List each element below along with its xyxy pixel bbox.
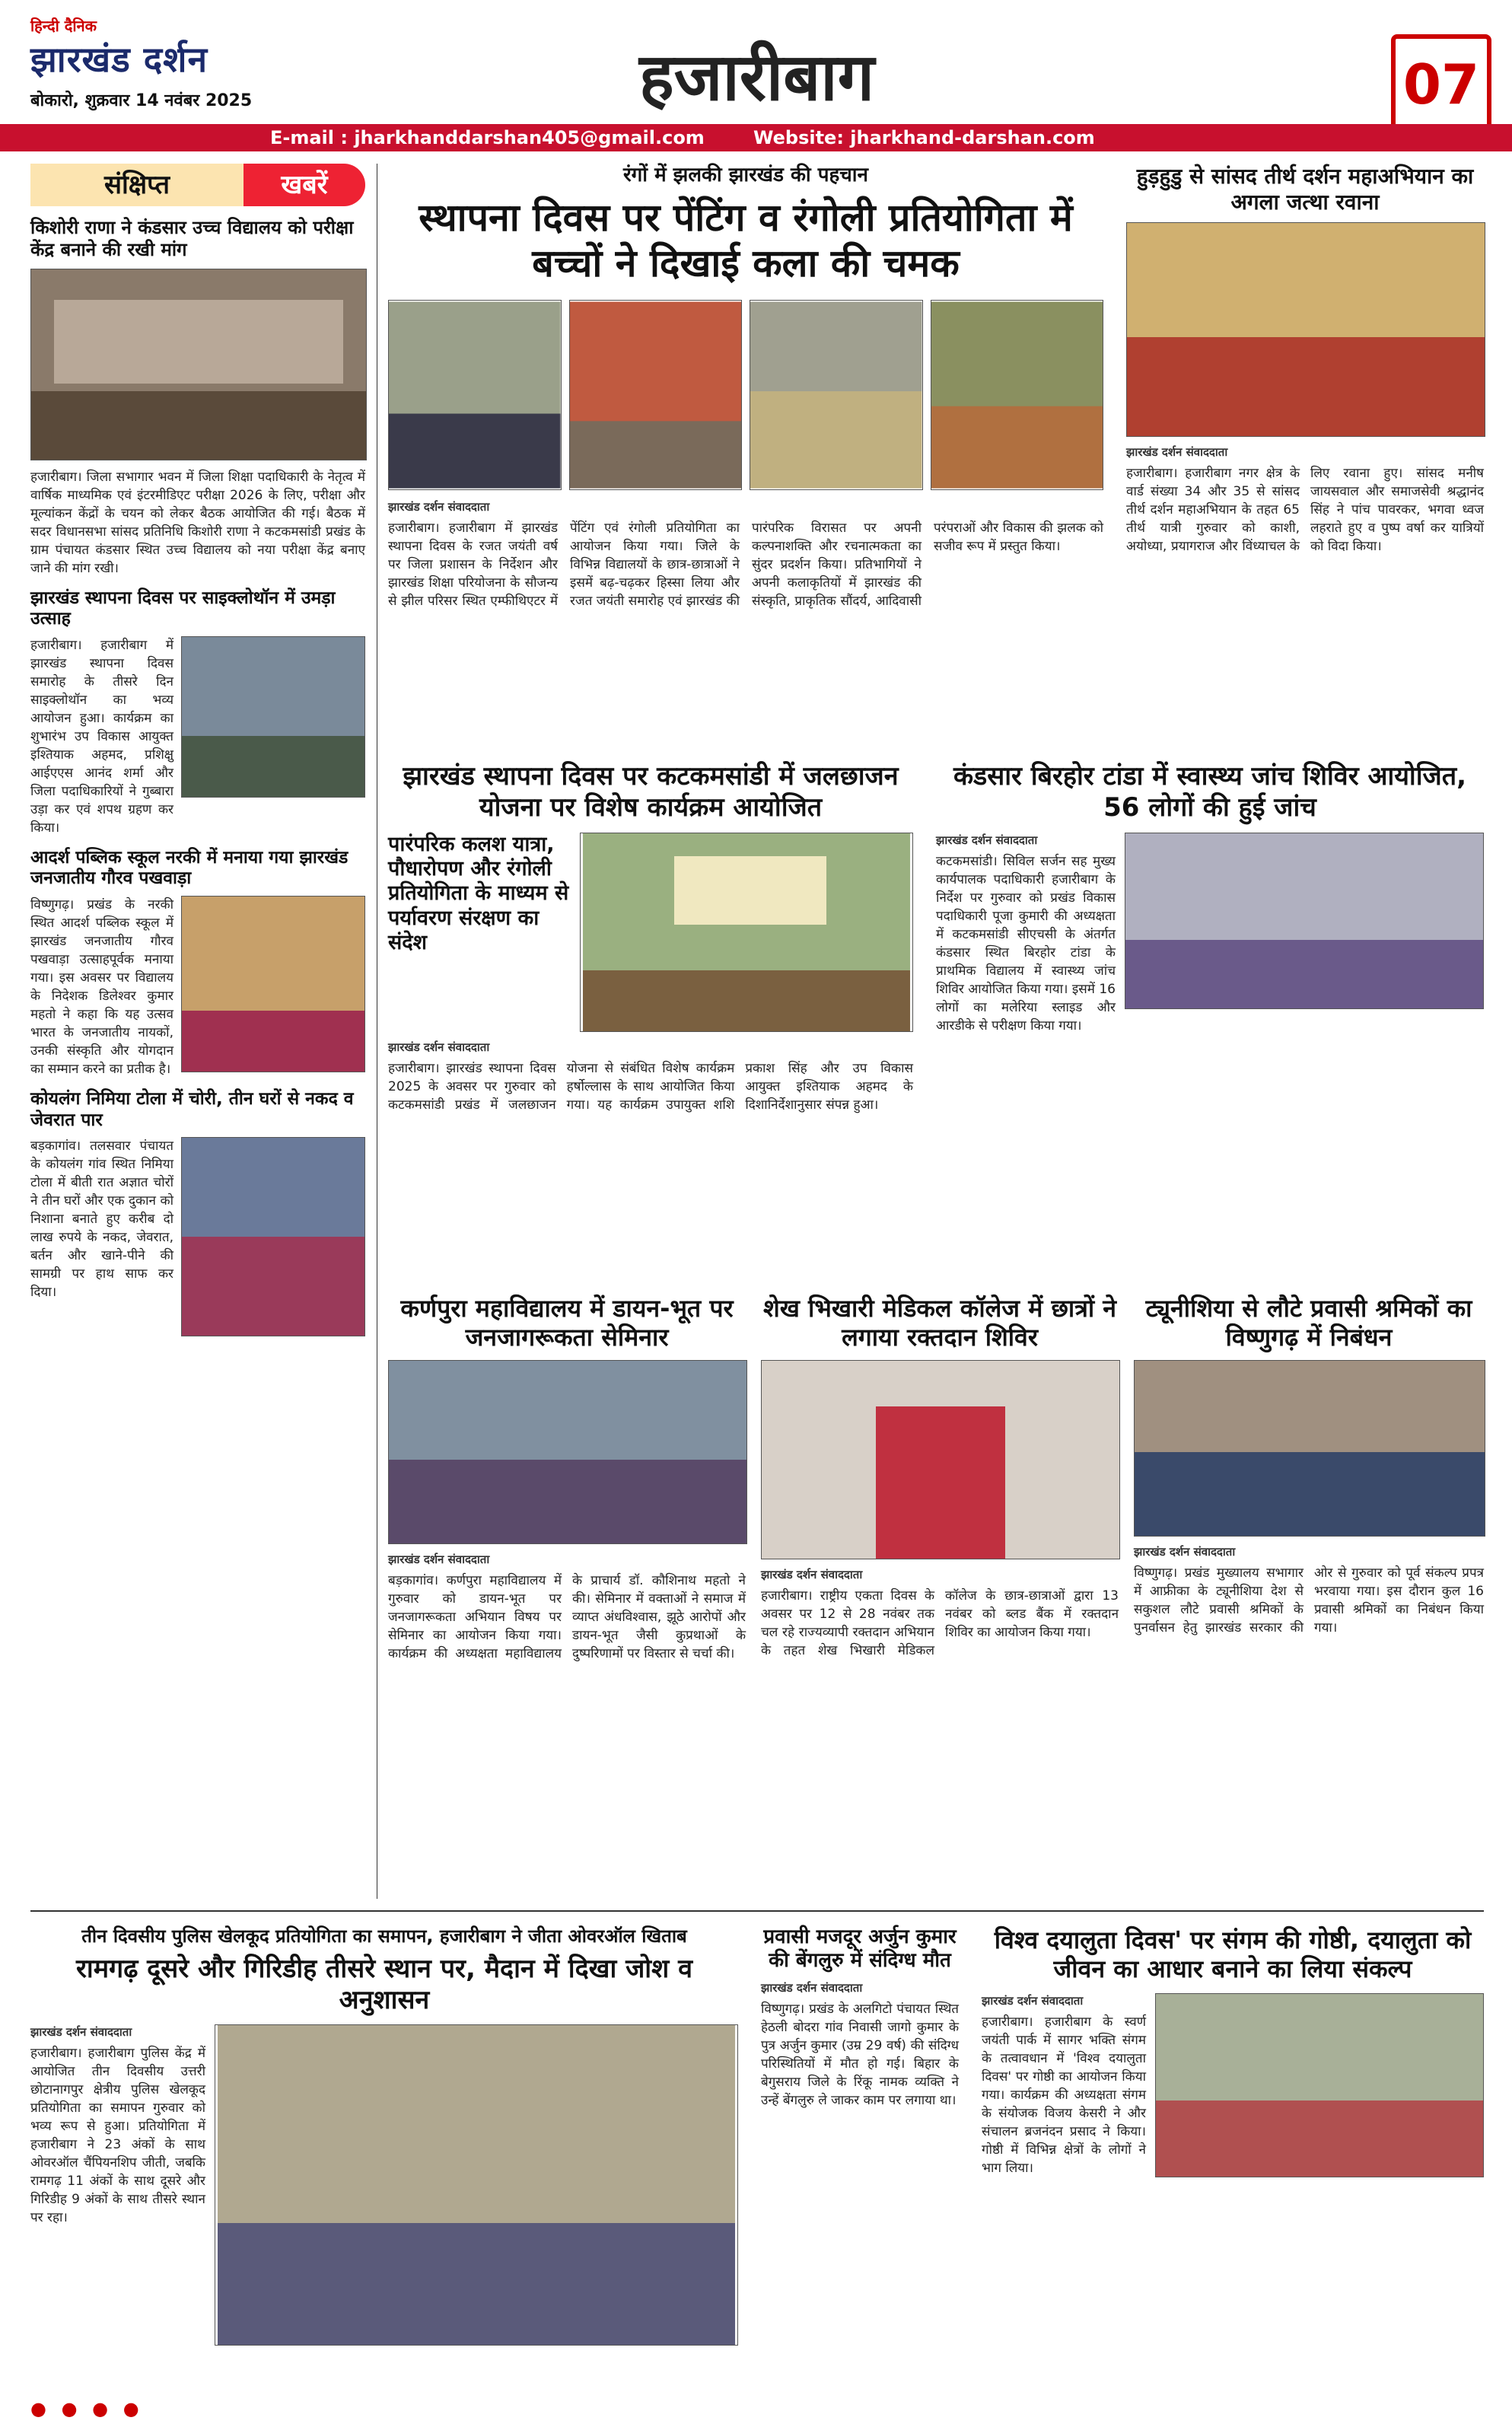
- masthead: [30, 15, 1484, 129]
- police-byline: झारखंड दर्शन संवाददाता: [30, 2025, 132, 2040]
- brief-photo: [30, 269, 367, 460]
- birhor-byline: झारखंड दर्शन संवाददाता: [936, 833, 1038, 847]
- mp-byline: झारखंड दर्शन संवाददाता: [1126, 445, 1228, 460]
- kindness-byline: झारखंड दर्शन संवाददाता: [982, 1993, 1084, 2008]
- paper-brand: झारखंड दर्शन: [30, 39, 208, 80]
- lead-body: हजारीबाग। हजारीबाग में झारखंड स्थापना दिवस के रजत जयंती वर्ष पर जिला प्रशासन के निर्देशन और झारखंड शिक्षा परियोजना के सौजन्य से झील परिसर स्थित एम्फीथिएटर में पेंटिंग एवं रंगोली प्रतियोगिता का आयोजन किया गया। जिले के विभिन्न विद्यालयों के छात्र-छात्राओं ने इसमें बढ़-चढ़कर हिस्सा लिया और रजत जयंती समारोह एवं झारखंड की पारंपरिक विरासत पर अपनी कल्पनाशक्ति और रचनात्मकता का सुंदर प्रदर्शन किया। प्रतिभागियों ने अपनी कलाकृतियों में झारखंड की संस्कृति, प्राकृतिक सौंदर्य, आदिवासी परंपराओं और विकास की झलक को सजीव रूप में प्रस्तुत किया।: [388, 521, 1103, 610]
- migrant-story: [761, 1925, 959, 2110]
- lead-photo: [750, 300, 923, 490]
- blood-byline: झारखंड दर्शन संवाददाता: [761, 1567, 863, 1581]
- contact-bar: [0, 124, 1512, 151]
- brief-headline: आदर्श पब्लिक स्कूल नरकी में मनाया गया झारखंड जनजातीय गौरव पखवाड़ा: [30, 847, 349, 889]
- birhor-story: [936, 761, 1484, 1035]
- mp-body: हजारीबाग। हजारीबाग नगर क्षेत्र के वार्ड संख्या 34 और 35 से सांसद तीर्थ दर्शन महाअभियान के तहत 65 तीर्थ यात्री गुरुवार को काशी, अयोध्या, प्रयागराज और विंध्याचल के लिए रवाना हुए। सांसद मनीष जायसवाल और समाजसेवी श्रद्धानंद सिंह ने पांच पावरकर, भगवा ध्वज लहराते हुए व पुष्प वर्षा कर यात्रियों को विदा किया।: [1126, 466, 1484, 555]
- tunisia-photo: [1134, 1360, 1485, 1537]
- tunisia-body: विष्णुगढ़। प्रखंड मुख्यालय सभागार में आफ्रीका के ट्यूनीशिया देश से सकुशल लौटे प्रवासी श्रमिकों के पुनर्वासन हेतु झारखंड सरकार की ओर से गुरुवार को पूर्व संकल्प प्रपत्र भरवाया गया। इस दौरान कुल 16 प्रवासी श्रमिकों का निबंधन किया गया।: [1134, 1565, 1484, 1636]
- kindness-headline: विश्व दयालुता दिवस' पर संगम की गोष्ठी, दयालुता को जीवन का आधार बनाने का लिया संकल्प: [994, 1925, 1472, 1984]
- edition-city: हजारीबाग: [639, 39, 874, 116]
- tunisia-story: [1134, 1294, 1484, 1637]
- katkamsandi-photo: [580, 833, 913, 1032]
- police-body: हजारीबाग। हजारीबाग पुलिस केंद्र में आयोजित तीन दिवसीय उत्तरी छोटानागपुर क्षेत्रीय पुलिस खेलकूद प्रतियोगिता का समापन गुरुवार को भव्य रूप से हुआ। प्रतियोगिता में हजारीबाग ने 23 अंकों के साथ ओवरऑल चैंपियनशिप जीती, जबकि रामगढ़ 11 अंकों के साथ दूसरे और गिरिडीह 9 अंकों के साथ तीसरे स्थान पर रहा।: [30, 2046, 205, 2226]
- briefs-label: [30, 164, 365, 206]
- paper-tagline: हिन्दी दैनिक: [30, 17, 97, 35]
- briefs-label-2: खबरें: [244, 164, 365, 206]
- page-number: 07: [1391, 34, 1491, 135]
- briefs-label-1: संक्षिप्त: [30, 164, 244, 206]
- migrant-headline: प्रवासी मजदूर अर्जुन कुमार की बेंगलुरु में संदिग्ध मौत: [763, 1925, 957, 1973]
- migrant-body: विष्णुगढ़। प्रखंड के अलगिटो पंचायत स्थित हेठली बोदरा गांव निवासी जागो कुमार के पुत्र अर्जुन कुमार (उम्र 29 वर्ष) की संदिग्ध परिस्थितियों में मौत हो गई। बिहार के बेगुसराय जिले के रिंकू नामक व्यक्ति ने उन्हें बेंगलुरु ले जाकर काम पर लगाया था।: [761, 2002, 959, 2109]
- briefs-column: [30, 164, 365, 1341]
- brief-photo: [181, 896, 365, 1072]
- brief-body: हजारीबाग। जिला सभागार भवन में जिला शिक्षा पदाधिकारी के नेतृत्व में वार्षिक माध्यमिक एवं इंटरमीडिएट परीक्षा 2026 के लिए, परीक्षा और मूल्यांकन केंद्रों के चयन को लेकर बैठक आयोजित की गई। बैठक में सदर विधानसभा सांसद प्रतिनिधि किशोरी राणा ने कटकमसांडी प्रखंड के ग्राम पंचायत कंडसार स्थित उच्च विद्यालय को नया परीक्षा केंद्र बनाए जाने की मांग रखी।: [30, 469, 365, 576]
- brief-headline: झारखंड स्थापना दिवस पर साइक्लोथॉन में उमड़ा उत्साह: [30, 588, 336, 629]
- brief-photo: [181, 1137, 365, 1336]
- lead-photos: [388, 300, 1103, 490]
- lead-kicker: रंगों में झलकी झारखंड की पहचान: [623, 164, 868, 186]
- blood-headline: शेख भिखारी मेडिकल कॉलेज में छात्रों ने लगाया रक्तदान शिविर: [762, 1294, 1117, 1352]
- registration-marks: ● ● ● ●: [30, 2398, 144, 2419]
- birhor-body: कटकमसांडी। सिविल सर्जन सह मुख्य कार्यपालक पदाधिकारी हजारीबाग के निर्देश पर गुरुवार को प्रखंड विकास पदाधिकारी पूजा कुमारी की अध्यक्षता में कटकमसांडी सीएचसी के अंतर्गत कंडसार स्थित बिरहोर टांडा के प्राथमिक विद्यालय में स्वास्थ्य जांच शिविर आयोजित किया गया। इसमें 16 लोगों का मलेरिया स्लाइड और आरडीके से परीक्षण किया गया।: [936, 853, 1116, 1034]
- blood-body: हजारीबाग। राष्ट्रीय एकता दिवस के अवसर पर 12 से 28 नवंबर तक चल रहे राज्यव्यापी रक्तदान अभियान के तहत शेख भिखारी मेडिकल कॉलेज के छात्र-छात्राओं द्वारा 13 नवंबर को ब्लड बैंक में रक्तदान शिविर का आयोजन किया गया।: [761, 1588, 1119, 1658]
- mp-headline: हुड़हुडु से सांसद तीर्थ दर्शन महाअभियान का अगला जत्था रवाना: [1136, 164, 1474, 215]
- tunisia-headline: ट्यूनीशिया से लौटे प्रवासी श्रमिकों का विष्णुगढ़ में निबंधन: [1145, 1294, 1472, 1352]
- blood-story: [761, 1294, 1119, 1660]
- karnpura-byline: झारखंड दर्शन संवाददाता: [388, 1552, 490, 1566]
- katkamsandi-byline: झारखंड दर्शन संवाददाता: [388, 1040, 490, 1054]
- karnpura-photo: [388, 1360, 747, 1544]
- karnpura-story: [388, 1294, 746, 1663]
- lead-photo: [931, 300, 1104, 490]
- katkamsandi-headline: झारखंड स्थापना दिवस पर कटकमसांडी में जलछाजन योजना पर विशेष कार्यक्रम आयोजित: [403, 761, 899, 823]
- katkamsandi-story: [388, 761, 913, 1114]
- police-photo: [215, 2024, 738, 2346]
- lead-headline: स्थापना दिवस पर पेंटिंग व रंगोली प्रतियोगिता में बच्चों ने दिखाई कला की चमक: [419, 196, 1073, 286]
- brief-body: हजारीबाग। हजारीबाग में झारखंड स्थापना दिवस समारोह के तीसरे दिन साइक्लोथॉन का भव्य आयोजन हुआ। कार्यक्रम का शुभारंभ उप विकास आयुक्त इश्तियाक अहमद, प्रशिक्षु आईएएस आनंद शर्मा और जिला पदाधिकारियों ने गुब्बारा उड़ा कर एवं शपथ ग्रहण कर किया।: [30, 637, 173, 836]
- issue-date: बोकारो, शुक्रवार 14 नवंबर 2025: [30, 91, 253, 110]
- lead-photo: [569, 300, 743, 490]
- police-headline: रामगढ़ दूसरे और गिरिडीह तीसरे स्थान पर, मैदान में दिखा जोश व अनुशासन: [76, 1953, 692, 2015]
- police-kicker: तीन दिवसीय पुलिस खेलकूद प्रतियोगिता का समापन, हजारीबाग ने जीता ओवरऑल खिताब: [81, 1925, 687, 1947]
- birhor-headline: कंडसार बिरहोर टांडा में स्वास्थ्य जांच शिविर आयोजित, 56 लोगों की हुई जांच: [953, 761, 1467, 823]
- katkamsandi-body: हजारीबाग। झारखंड स्थापना दिवस 2025 के अवसर पर गुरुवार को कटकमसांडी प्रखंड में जलछाजन योजना से संबंधित विशेष कार्यक्रम हर्षोल्लास के साथ आयोजित किया गया। यह कार्यक्रम उपायुक्त शशि प्रकाश सिंह और उप विकास आयुक्त इश्तियाक अहमद के दिशानिर्देशानुसार संपन्न हुआ।: [388, 1060, 913, 1113]
- kindness-body: हजारीबाग। हजारीबाग के स्वर्ण जयंती पार्क में सागर भक्ति संगम के तत्वावधान में 'विश्व दयालुता दिवस' पर गोष्ठी का आयोजन किया गया। कार्यक्रम की अध्यक्षता संगम के संयोजक विजय केसरी ने और संचालन ब्रजनंदन प्रसाद ने किया। गोष्ठी में विभिन्न क्षेत्रों के लोगों ने भाग लिया।: [982, 2014, 1146, 2176]
- email-text: E-mail : jharkhanddarshan405@gmail.com: [270, 127, 705, 148]
- karnpura-headline: कर्णपुरा महाविद्यालय में डायन-भूत पर जनजागरूकता सेमिनार: [400, 1294, 734, 1352]
- mp-story: [1126, 164, 1484, 556]
- blood-photo: [761, 1360, 1120, 1559]
- website-text: Website: jharkhand-darshan.com: [753, 127, 1095, 148]
- birhor-photo: [1125, 833, 1484, 1009]
- brief-body: विष्णुगढ़। प्रखंड के नरकी स्थित आदर्श पब्लिक स्कूल में झारखंड जनजातीय गौरव पखवाड़ा उत्साहपूर्वक मनाया गया। इस अवसर पर विद्यालय के निदेशक डिलेश्वर कुमार महतो ने कहा कि यह उत्सव भारत के जनजातीय नायकों, उनकी संस्कृति और योगदान का सम्मान करने का प्रतीक है।: [30, 897, 173, 1077]
- lead-story: [388, 164, 1103, 610]
- katkamsandi-subhead: पारंपरिक कलश यात्रा, पौधारोपण और रंगोली प्रतियोगिता के माध्यम से पर्यावरण संरक्षण का संदेश: [388, 832, 569, 955]
- lead-photo: [388, 300, 562, 490]
- police-story: [30, 1925, 738, 2346]
- migrant-byline: झारखंड दर्शन संवाददाता: [761, 1981, 863, 1995]
- tunisia-byline: झारखंड दर्शन संवाददाता: [1134, 1544, 1236, 1559]
- mp-photo: [1126, 222, 1485, 437]
- kindness-story: [982, 1925, 1484, 2183]
- lead-byline: झारखंड दर्शन संवाददाता: [388, 500, 490, 514]
- brief-photo: [181, 636, 365, 798]
- kindness-photo: [1155, 1993, 1484, 2177]
- brief-headline: कोयलंग निमिया टोला में चोरी, तीन घरों से नकद व जेवरात पार: [30, 1088, 354, 1130]
- section-rule: [30, 1910, 1484, 1912]
- brief-body: बड़कागांव। तलसवार पंचायत के कोयलंग गांव स्थित निमिया टोला में बीती रात अज्ञात चोरों ने तीन घरों और एक दुकान को निशाना बनाते हुए करीब दो लाख रुपये के नकद, जेवरात, बर्तन और खाने-पीने की सामग्री पर हाथ साफ कर दिया।: [30, 1139, 173, 1301]
- karnpura-body: बड़कागांव। कर्णपुरा महाविद्यालय में गुरुवार को डायन-भूत पर जनजागरूकता अभियान विषय पर सेमिनार का आयोजन किया गया। कार्यक्रम की अध्यक्षता महाविद्यालय के प्राचार्य डॉ. कौशिनाथ महतो ने की। सेमिनार में वक्ताओं ने समाज में व्याप्त अंधविश्वास, झूठे आरोपों और डायन-भूत जैसी कुप्रथाओं के दुष्परिणामों पर विस्तार से चर्चा की।: [388, 1572, 746, 1661]
- brief-headline: किशोरी राणा ने कंडसार उच्च विद्यालय को परीक्षा केंद्र बनाने की रखी मांग: [30, 217, 354, 260]
